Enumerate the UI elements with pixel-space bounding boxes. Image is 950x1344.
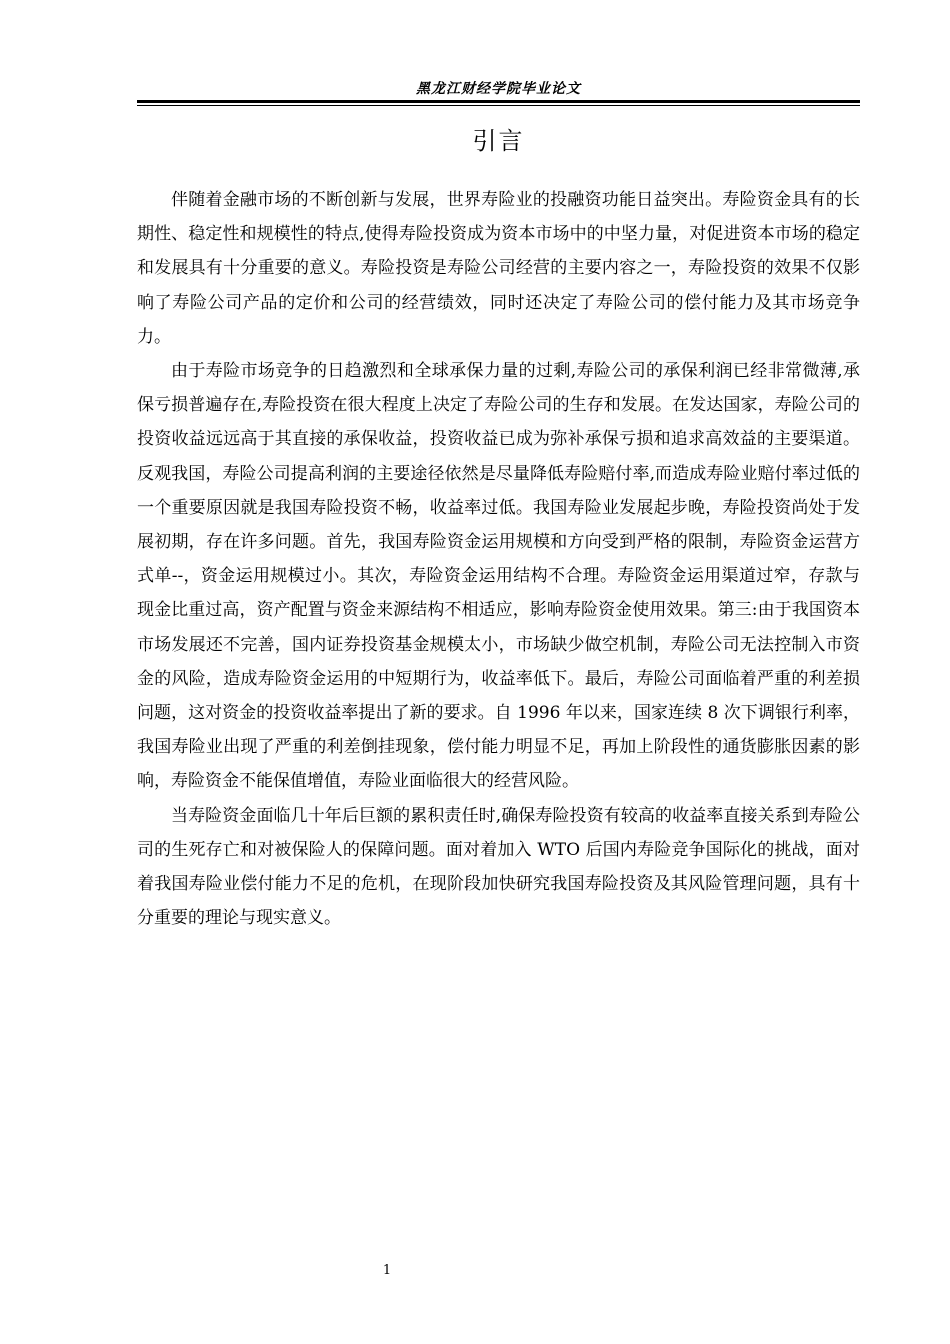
paragraph-2: 由于寿险市场竞争的日趋激烈和全球承保力量的过剩,寿险公司的承保利润已经非常微薄,承保亏损普遍存在,寿险投资在很大程度上决定了寿险公司的生存和发展。在发达国家，寿险公司的投资收益远远高于其直接的承保收益，投资收益已成为弥补承保亏损和追求高效益的主要渠道。反观我国，寿险公司提高利润的主要途径依然是尽量降低寿险赔付率,而造成寿险业赔付率过低的一个重要原因就是我国寿险投资不畅，收益率过低。我国寿险业发展起步晚，寿险投资尚处于发展初期，存在许多问题。首先，我国寿险资金运用规模和方向受到严格的限制，寿险资金运营方式单--，资金运用规模过小。其次，寿险资金运用结构不合理。寿险资金运用渠道过窄，存款与现金比重过高，资产配置与资金来源结构不相适应，影响寿险资金使用效果。第三:由于我国资本市场发展还不完善，国内证券投资基金规模太小，市场缺少做空机制，寿险公司无法控制入市资金的风险，造成寿险资金运用的中短期行为，收益率低下。最后，寿险公司面临着严重的利差损问题，这对资金的投资收益率提出了新的要求。自 1996 年以来，国家连续 8 次下调银行利率，我国寿险业出现了严重的利差倒挂现象，偿付能力明显不足，再加上阶段性的通货膨胀因素的影响，寿险资金不能保值增值，寿险业面临很大的经营风险。: [137, 361, 860, 792]
header-rule-thin: [137, 105, 860, 106]
header-rule-thick: [137, 100, 860, 103]
running-header: 黑龙江财经学院毕业论文: [416, 81, 581, 97]
section-title: 引言: [472, 127, 525, 155]
body-text: [137, 183, 860, 935]
paragraph-1: 伴随着金融市场的不断创新与发展，世界寿险业的投融资功能日益突出。寿险资金具有的长期性、稳定性和规模性的特点,使得寿险投资成为资本市场中的中坚力量，对促进资本市场的稳定和发展具有十分重要的意义。寿险投资是寿险公司经营的主要内容之一，寿险投资的效果不仅影响了寿险公司产品的定价和公司的经营绩效，同时还决定了寿险公司的偿付能力及其市场竞争力。: [137, 190, 860, 347]
page-number: 1: [382, 1263, 392, 1278]
paragraph-3: 当寿险资金面临几十年后巨额的累积责任时,确保寿险投资有较高的收益率直接关系到寿险公司的生死存亡和对被保险人的保障问题。面对着加入 WTO 后国内寿险竞争国际化的挑战，面对着我国寿险业偿付能力不足的危机，在现阶段加快研究我国寿险投资及其风险管理问题，具有十分重要的理论与现实意义。: [137, 805, 860, 929]
